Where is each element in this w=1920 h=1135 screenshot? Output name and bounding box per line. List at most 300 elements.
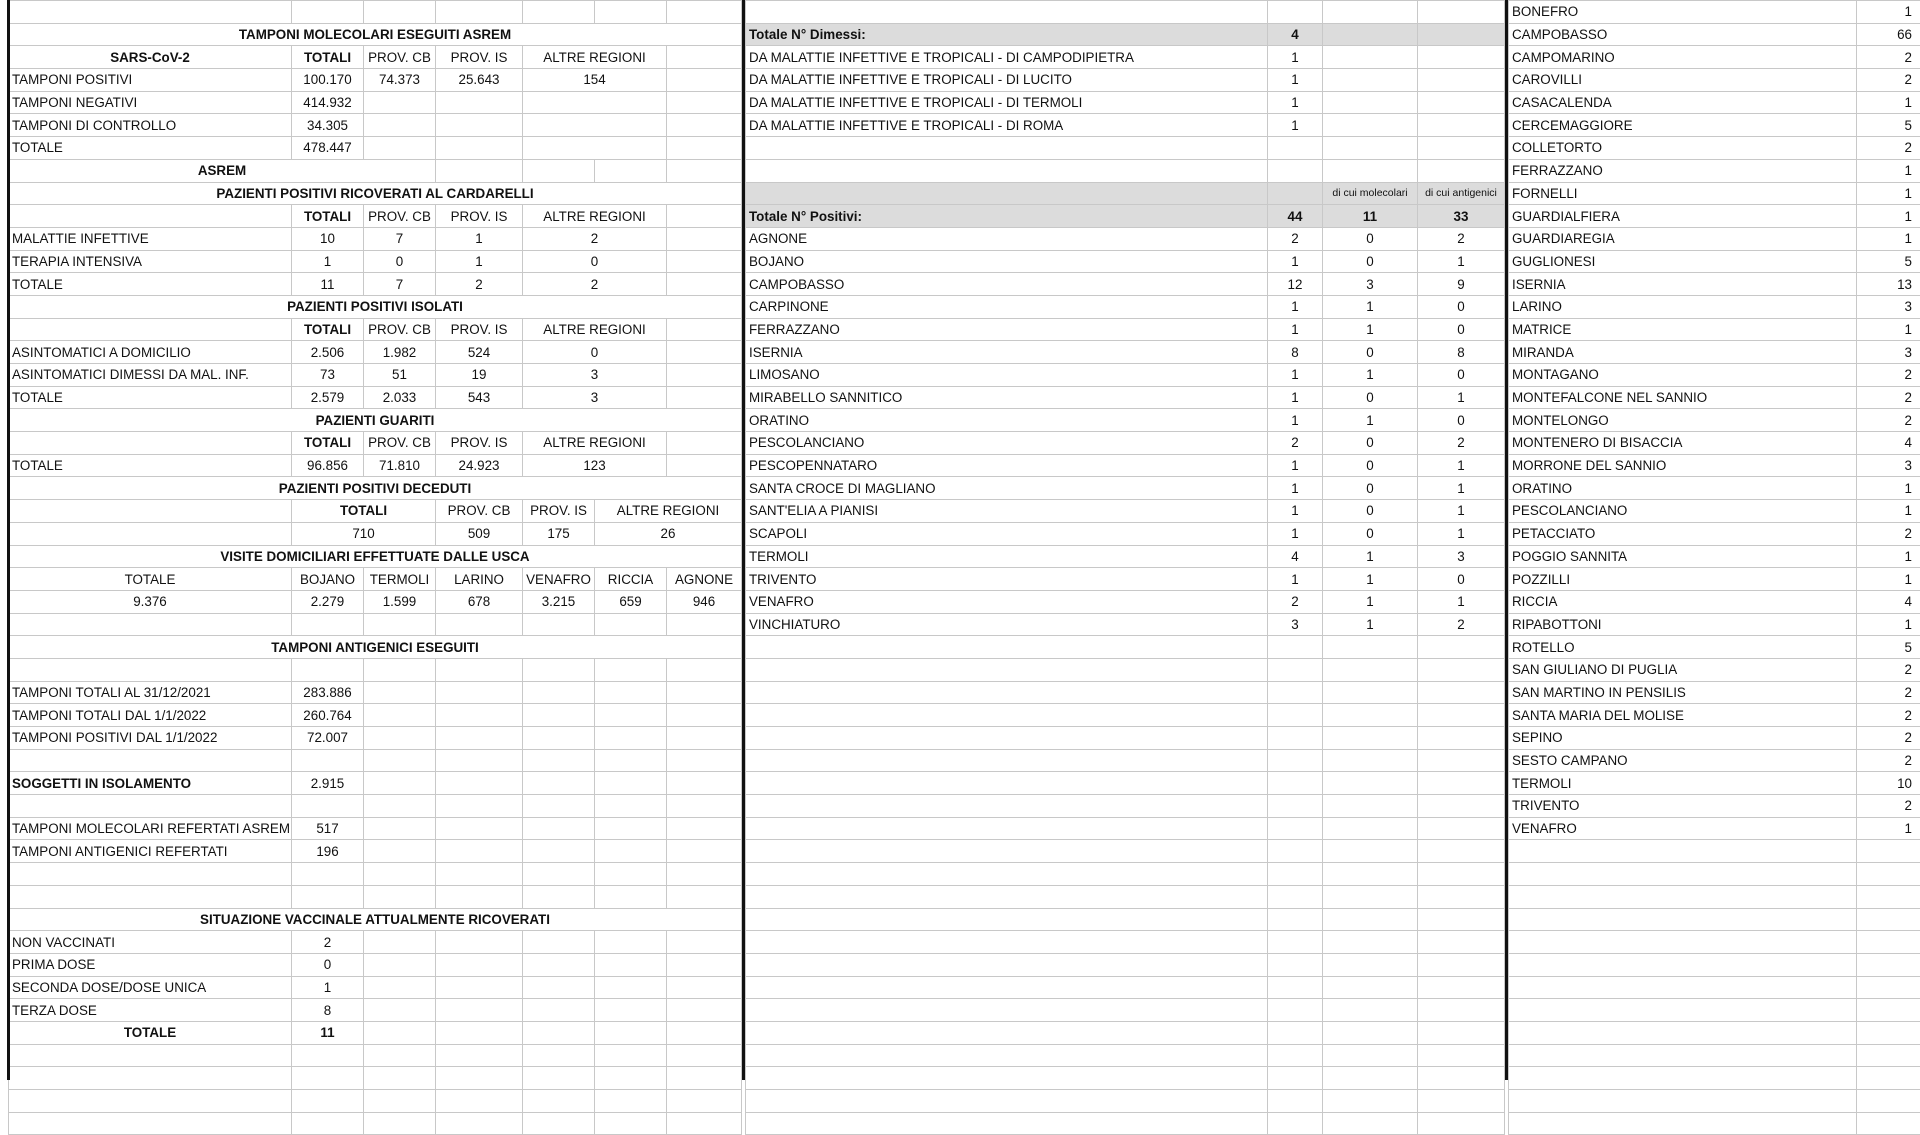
row-label: VINCHIATURO bbox=[746, 613, 1268, 636]
table-cell bbox=[1323, 159, 1418, 182]
table-cell bbox=[9, 432, 292, 455]
table-cell bbox=[292, 658, 364, 681]
table-cell bbox=[436, 840, 523, 863]
table-cell bbox=[667, 159, 742, 182]
column-header: PROV. CB bbox=[364, 205, 436, 228]
table-cell bbox=[1418, 704, 1505, 727]
table-cell: 10 bbox=[292, 227, 364, 250]
table-row bbox=[1509, 454, 1920, 477]
table-cell bbox=[1268, 681, 1323, 704]
table-cell bbox=[746, 658, 1268, 681]
table-row bbox=[746, 613, 1505, 636]
table-cell bbox=[1323, 1044, 1418, 1067]
table-cell bbox=[1418, 159, 1505, 182]
table-row bbox=[1509, 250, 1920, 273]
table-cell: 3.215 bbox=[523, 590, 595, 613]
table-cell bbox=[667, 1067, 742, 1090]
table-cell bbox=[9, 205, 292, 228]
table-cell: 1 bbox=[1857, 817, 1920, 840]
row-label: TAMPONI TOTALI AL 31/12/2021 bbox=[9, 681, 292, 704]
table-cell bbox=[1323, 636, 1418, 659]
table-cell bbox=[364, 1090, 436, 1113]
row-label: SCAPOLI bbox=[746, 522, 1268, 545]
table-cell: 0 bbox=[1323, 477, 1418, 500]
table-cell: 1.599 bbox=[364, 590, 436, 613]
table-cell bbox=[1323, 46, 1418, 69]
table-row bbox=[9, 749, 742, 772]
table-cell: 1 bbox=[1268, 46, 1323, 69]
table-cell: 1 bbox=[1268, 568, 1323, 591]
table-cell bbox=[1323, 863, 1418, 886]
row-label: COLLETORTO bbox=[1509, 137, 1857, 160]
table-row bbox=[9, 295, 742, 318]
table-cell: 3 bbox=[1323, 273, 1418, 296]
table-cell bbox=[436, 999, 523, 1022]
row-label: SANTA CROCE DI MAGLIANO bbox=[746, 477, 1268, 500]
table-row bbox=[746, 908, 1505, 931]
table-cell: 1 bbox=[1418, 477, 1505, 500]
table-row bbox=[746, 590, 1505, 613]
table-cell bbox=[1509, 863, 1857, 886]
table-row bbox=[9, 772, 742, 795]
section-title: SITUAZIONE VACCINALE ATTUALMENTE RICOVERATI bbox=[9, 908, 742, 931]
table-row bbox=[1509, 704, 1920, 727]
table-row bbox=[9, 976, 742, 999]
row-label: PESCOPENNATARO bbox=[746, 454, 1268, 477]
table-cell: 3 bbox=[1857, 341, 1920, 364]
table-row bbox=[1509, 727, 1920, 750]
table-cell: 0 bbox=[1323, 454, 1418, 477]
row-label: MIRABELLO SANNITICO bbox=[746, 386, 1268, 409]
table-cell: 1 bbox=[1418, 386, 1505, 409]
table-cell bbox=[9, 1067, 292, 1090]
table-cell: 0 bbox=[523, 341, 667, 364]
column-header: BOJANO bbox=[292, 568, 364, 591]
table-cell: 2 bbox=[1857, 386, 1920, 409]
table-cell bbox=[1418, 69, 1505, 92]
column-header: PROV. CB bbox=[364, 46, 436, 69]
table-cell bbox=[1323, 885, 1418, 908]
table-cell bbox=[1323, 1090, 1418, 1113]
table-row bbox=[9, 318, 742, 341]
table-cell bbox=[9, 749, 292, 772]
table-cell bbox=[1323, 1, 1418, 24]
row-label: ASINTOMATICI DIMESSI DA MAL. INF. bbox=[9, 364, 292, 387]
table-row bbox=[1509, 568, 1920, 591]
table-cell bbox=[1509, 1044, 1857, 1067]
table-cell bbox=[436, 885, 523, 908]
table-cell: 5 bbox=[1857, 636, 1920, 659]
column-header: TOTALE bbox=[9, 568, 292, 591]
table-cell bbox=[1323, 1112, 1418, 1135]
table-row bbox=[746, 953, 1505, 976]
table-cell bbox=[1857, 999, 1920, 1022]
table-cell: 2 bbox=[1857, 137, 1920, 160]
row-label: SANTA MARIA DEL MOLISE bbox=[1509, 704, 1857, 727]
table-cell bbox=[1857, 931, 1920, 954]
table-cell bbox=[746, 1021, 1268, 1044]
table-cell: 1 bbox=[292, 976, 364, 999]
table-cell: 3 bbox=[1418, 545, 1505, 568]
table-row bbox=[9, 908, 742, 931]
table-cell bbox=[1323, 1021, 1418, 1044]
table-cell bbox=[1418, 46, 1505, 69]
table-row bbox=[9, 1021, 742, 1044]
table-cell bbox=[595, 727, 667, 750]
table-cell: 659 bbox=[595, 590, 667, 613]
table-row bbox=[1509, 658, 1920, 681]
table-cell bbox=[746, 1090, 1268, 1113]
table-row bbox=[9, 953, 742, 976]
table-cell bbox=[667, 817, 742, 840]
table-cell bbox=[667, 863, 742, 886]
table-cell bbox=[523, 727, 595, 750]
table-row bbox=[9, 613, 742, 636]
table-row bbox=[1509, 931, 1920, 954]
row-label: TERMOLI bbox=[1509, 772, 1857, 795]
table-cell bbox=[292, 795, 364, 818]
row-label: CAMPOMARINO bbox=[1509, 46, 1857, 69]
table-row bbox=[746, 432, 1505, 455]
table-cell bbox=[1268, 1112, 1323, 1135]
row-label: PESCOLANCIANO bbox=[746, 432, 1268, 455]
table-row bbox=[9, 69, 742, 92]
table-cell bbox=[9, 863, 292, 886]
column-header: TOTALI bbox=[292, 318, 364, 341]
table-cell bbox=[1418, 863, 1505, 886]
table-cell: 2 bbox=[1857, 795, 1920, 818]
table-cell: 2.506 bbox=[292, 341, 364, 364]
table-cell bbox=[292, 613, 364, 636]
table-cell: 34.305 bbox=[292, 114, 364, 137]
table-cell bbox=[1509, 908, 1857, 931]
row-label: DA MALATTIE INFETTIVE E TROPICALI - DI CAMPODIPIETRA bbox=[746, 46, 1268, 69]
table-cell bbox=[364, 953, 436, 976]
row-label: LIMOSANO bbox=[746, 364, 1268, 387]
table-cell bbox=[746, 772, 1268, 795]
table-cell bbox=[1418, 727, 1505, 750]
table-row bbox=[1509, 999, 1920, 1022]
table-row bbox=[746, 817, 1505, 840]
table-row bbox=[746, 205, 1505, 228]
table-cell: 946 bbox=[667, 590, 742, 613]
table-row bbox=[746, 137, 1505, 160]
table-cell: 8 bbox=[1418, 341, 1505, 364]
table-cell: 154 bbox=[523, 69, 667, 92]
table-cell bbox=[1418, 885, 1505, 908]
table-cell bbox=[1268, 976, 1323, 999]
table-cell bbox=[1268, 727, 1323, 750]
table-cell bbox=[1418, 91, 1505, 114]
table-row bbox=[746, 1090, 1505, 1113]
table-cell bbox=[364, 931, 436, 954]
table-cell: 72.007 bbox=[292, 727, 364, 750]
table-cell bbox=[436, 795, 523, 818]
table-row bbox=[746, 1112, 1505, 1135]
table-cell bbox=[667, 227, 742, 250]
table-row bbox=[746, 568, 1505, 591]
table-cell bbox=[746, 863, 1268, 886]
table-cell bbox=[746, 840, 1268, 863]
table-cell: 11 bbox=[292, 273, 364, 296]
table-cell bbox=[595, 795, 667, 818]
table-cell bbox=[595, 1112, 667, 1135]
table-cell bbox=[667, 953, 742, 976]
row-label: ISERNIA bbox=[1509, 273, 1857, 296]
middle-report-table bbox=[745, 0, 1505, 1135]
table-cell bbox=[1857, 863, 1920, 886]
table-cell: 1 bbox=[1268, 295, 1323, 318]
table-cell bbox=[523, 749, 595, 772]
table-cell bbox=[9, 1090, 292, 1113]
column-header: TOTALI bbox=[292, 46, 364, 69]
table-cell: 1 bbox=[1323, 364, 1418, 387]
table-cell bbox=[1323, 1067, 1418, 1090]
table-cell bbox=[523, 817, 595, 840]
table-cell: 0 bbox=[1323, 522, 1418, 545]
row-label: RIPABOTTONI bbox=[1509, 613, 1857, 636]
table-cell bbox=[364, 817, 436, 840]
table-row bbox=[9, 840, 742, 863]
table-cell bbox=[746, 727, 1268, 750]
row-label: CAROVILLI bbox=[1509, 69, 1857, 92]
table-cell bbox=[1509, 931, 1857, 954]
table-row bbox=[9, 500, 742, 523]
table-cell: 678 bbox=[436, 590, 523, 613]
table-cell bbox=[1418, 908, 1505, 931]
table-row bbox=[9, 182, 742, 205]
table-cell: 3 bbox=[523, 386, 667, 409]
table-row bbox=[746, 295, 1505, 318]
table-row bbox=[746, 114, 1505, 137]
table-cell bbox=[364, 681, 436, 704]
table-cell bbox=[595, 1021, 667, 1044]
table-cell bbox=[1268, 1090, 1323, 1113]
table-cell: 2.033 bbox=[364, 386, 436, 409]
column-header: LARINO bbox=[436, 568, 523, 591]
row-label: MONTELONGO bbox=[1509, 409, 1857, 432]
table-cell: 44 bbox=[1268, 205, 1323, 228]
table-cell bbox=[1268, 863, 1323, 886]
table-cell: 1 bbox=[1268, 386, 1323, 409]
left-border-line bbox=[7, 0, 10, 1080]
table-cell: 478.447 bbox=[292, 137, 364, 160]
table-cell bbox=[1323, 817, 1418, 840]
table-row bbox=[1509, 795, 1920, 818]
table-cell: 2 bbox=[1857, 749, 1920, 772]
table-row bbox=[9, 704, 742, 727]
table-cell bbox=[1418, 137, 1505, 160]
table-cell: 4 bbox=[1857, 590, 1920, 613]
table-row bbox=[746, 545, 1505, 568]
table-cell bbox=[746, 999, 1268, 1022]
table-cell bbox=[1268, 704, 1323, 727]
table-cell bbox=[667, 885, 742, 908]
table-row bbox=[9, 409, 742, 432]
table-row bbox=[9, 205, 742, 228]
table-row bbox=[1509, 341, 1920, 364]
row-label: POZZILLI bbox=[1509, 568, 1857, 591]
table-cell bbox=[595, 1044, 667, 1067]
table-row bbox=[9, 1090, 742, 1113]
table-cell: 1 bbox=[1268, 522, 1323, 545]
row-label: TOTALE bbox=[9, 386, 292, 409]
table-cell bbox=[1509, 1021, 1857, 1044]
table-cell: 2 bbox=[1857, 69, 1920, 92]
table-cell bbox=[436, 931, 523, 954]
table-row bbox=[9, 454, 742, 477]
section-title: PAZIENTI GUARITI bbox=[9, 409, 742, 432]
table-cell: 3 bbox=[1268, 613, 1323, 636]
table-cell: 9 bbox=[1418, 273, 1505, 296]
table-cell bbox=[667, 931, 742, 954]
table-cell: 0 bbox=[1418, 409, 1505, 432]
row-label: TERZA DOSE bbox=[9, 999, 292, 1022]
table-cell bbox=[1323, 795, 1418, 818]
row-label: BONEFRO bbox=[1509, 1, 1857, 24]
table-cell bbox=[1268, 999, 1323, 1022]
row-label: MORRONE DEL SANNIO bbox=[1509, 454, 1857, 477]
table-cell bbox=[364, 137, 436, 160]
row-label: TRIVENTO bbox=[746, 568, 1268, 591]
table-cell bbox=[1323, 114, 1418, 137]
column-header: di cui molecolari bbox=[1323, 182, 1418, 205]
table-cell bbox=[1418, 23, 1505, 46]
table-cell: 1.982 bbox=[364, 341, 436, 364]
table-cell bbox=[436, 137, 523, 160]
table-cell bbox=[746, 636, 1268, 659]
table-cell: 2 bbox=[1418, 227, 1505, 250]
table-cell bbox=[1323, 772, 1418, 795]
table-cell: 2.915 bbox=[292, 772, 364, 795]
table-cell bbox=[292, 1, 364, 24]
table-cell bbox=[9, 1, 292, 24]
table-row bbox=[746, 318, 1505, 341]
table-cell: 196 bbox=[292, 840, 364, 863]
table-cell bbox=[436, 1044, 523, 1067]
table-cell: 1 bbox=[1268, 454, 1323, 477]
table-cell bbox=[1857, 1090, 1920, 1113]
table-cell: 2 bbox=[1857, 522, 1920, 545]
table-cell: 3 bbox=[523, 364, 667, 387]
table-cell bbox=[595, 976, 667, 999]
table-cell: 11 bbox=[292, 1021, 364, 1044]
table-cell: 4 bbox=[1857, 432, 1920, 455]
table-cell bbox=[523, 795, 595, 818]
table-row bbox=[9, 522, 742, 545]
table-cell: 0 bbox=[1323, 432, 1418, 455]
table-cell bbox=[436, 704, 523, 727]
row-label: ORATINO bbox=[746, 409, 1268, 432]
table-row bbox=[9, 250, 742, 273]
row-label: TRIVENTO bbox=[1509, 795, 1857, 818]
row-label: TERAPIA INTENSIVA bbox=[9, 250, 292, 273]
table-cell bbox=[1509, 840, 1857, 863]
table-cell bbox=[667, 341, 742, 364]
table-cell bbox=[523, 863, 595, 886]
table-row bbox=[1509, 817, 1920, 840]
table-cell bbox=[667, 432, 742, 455]
table-cell bbox=[364, 1044, 436, 1067]
column-header: ALTRE REGIONI bbox=[523, 432, 667, 455]
table-cell bbox=[1268, 840, 1323, 863]
column-header: PROV. CB bbox=[364, 432, 436, 455]
table-cell: 2.579 bbox=[292, 386, 364, 409]
table-cell: 5 bbox=[1857, 250, 1920, 273]
table-row bbox=[746, 91, 1505, 114]
table-cell bbox=[523, 1021, 595, 1044]
table-cell: 1 bbox=[1857, 227, 1920, 250]
table-cell bbox=[1509, 953, 1857, 976]
table-cell bbox=[667, 69, 742, 92]
table-cell bbox=[364, 1021, 436, 1044]
table-row bbox=[9, 386, 742, 409]
table-cell bbox=[595, 931, 667, 954]
row-label: MONTENERO DI BISACCIA bbox=[1509, 432, 1857, 455]
table-cell bbox=[436, 1090, 523, 1113]
table-row bbox=[9, 590, 742, 613]
table-row bbox=[746, 409, 1505, 432]
row-label: TAMPONI DI CONTROLLO bbox=[9, 114, 292, 137]
table-row bbox=[1509, 1067, 1920, 1090]
table-cell bbox=[1268, 908, 1323, 931]
table-cell bbox=[1268, 817, 1323, 840]
table-cell bbox=[1268, 636, 1323, 659]
table-cell bbox=[364, 114, 436, 137]
table-row bbox=[746, 1, 1505, 24]
table-cell: 2 bbox=[1857, 727, 1920, 750]
row-label: TAMPONI TOTALI DAL 1/1/2022 bbox=[9, 704, 292, 727]
table-cell: 1 bbox=[1268, 364, 1323, 387]
row-label: PESCOLANCIANO bbox=[1509, 500, 1857, 523]
table-cell: 3 bbox=[1857, 454, 1920, 477]
table-cell bbox=[1418, 772, 1505, 795]
table-cell bbox=[595, 1090, 667, 1113]
table-cell: 1 bbox=[1857, 159, 1920, 182]
table-cell: 7 bbox=[364, 227, 436, 250]
table-cell bbox=[364, 976, 436, 999]
table-row bbox=[746, 386, 1505, 409]
column-header: PROV. IS bbox=[436, 46, 523, 69]
table-cell: 1 bbox=[1418, 500, 1505, 523]
table-cell bbox=[1268, 1067, 1323, 1090]
row-label: Totale N° Positivi: bbox=[746, 205, 1268, 228]
column-header: PROV. IS bbox=[436, 432, 523, 455]
table-cell bbox=[9, 795, 292, 818]
table-cell: 1 bbox=[1418, 454, 1505, 477]
table-cell bbox=[595, 953, 667, 976]
table-cell bbox=[1857, 1044, 1920, 1067]
row-label: MALATTIE INFETTIVE bbox=[9, 227, 292, 250]
table-cell bbox=[1509, 976, 1857, 999]
row-label: DA MALATTIE INFETTIVE E TROPICALI - DI ROMA bbox=[746, 114, 1268, 137]
table-row bbox=[9, 636, 742, 659]
table-cell: 1 bbox=[1323, 318, 1418, 341]
column-header: PROV. IS bbox=[523, 500, 595, 523]
table-cell bbox=[1418, 749, 1505, 772]
table-cell bbox=[9, 885, 292, 908]
row-label: GUARDIAREGIA bbox=[1509, 227, 1857, 250]
table-cell bbox=[595, 704, 667, 727]
table-cell: 2 bbox=[1418, 432, 1505, 455]
table-cell bbox=[1857, 885, 1920, 908]
table-cell bbox=[1323, 91, 1418, 114]
table-row bbox=[9, 1044, 742, 1067]
table-row bbox=[1509, 863, 1920, 886]
table-cell: 8 bbox=[292, 999, 364, 1022]
table-cell bbox=[667, 681, 742, 704]
table-cell: 414.932 bbox=[292, 91, 364, 114]
